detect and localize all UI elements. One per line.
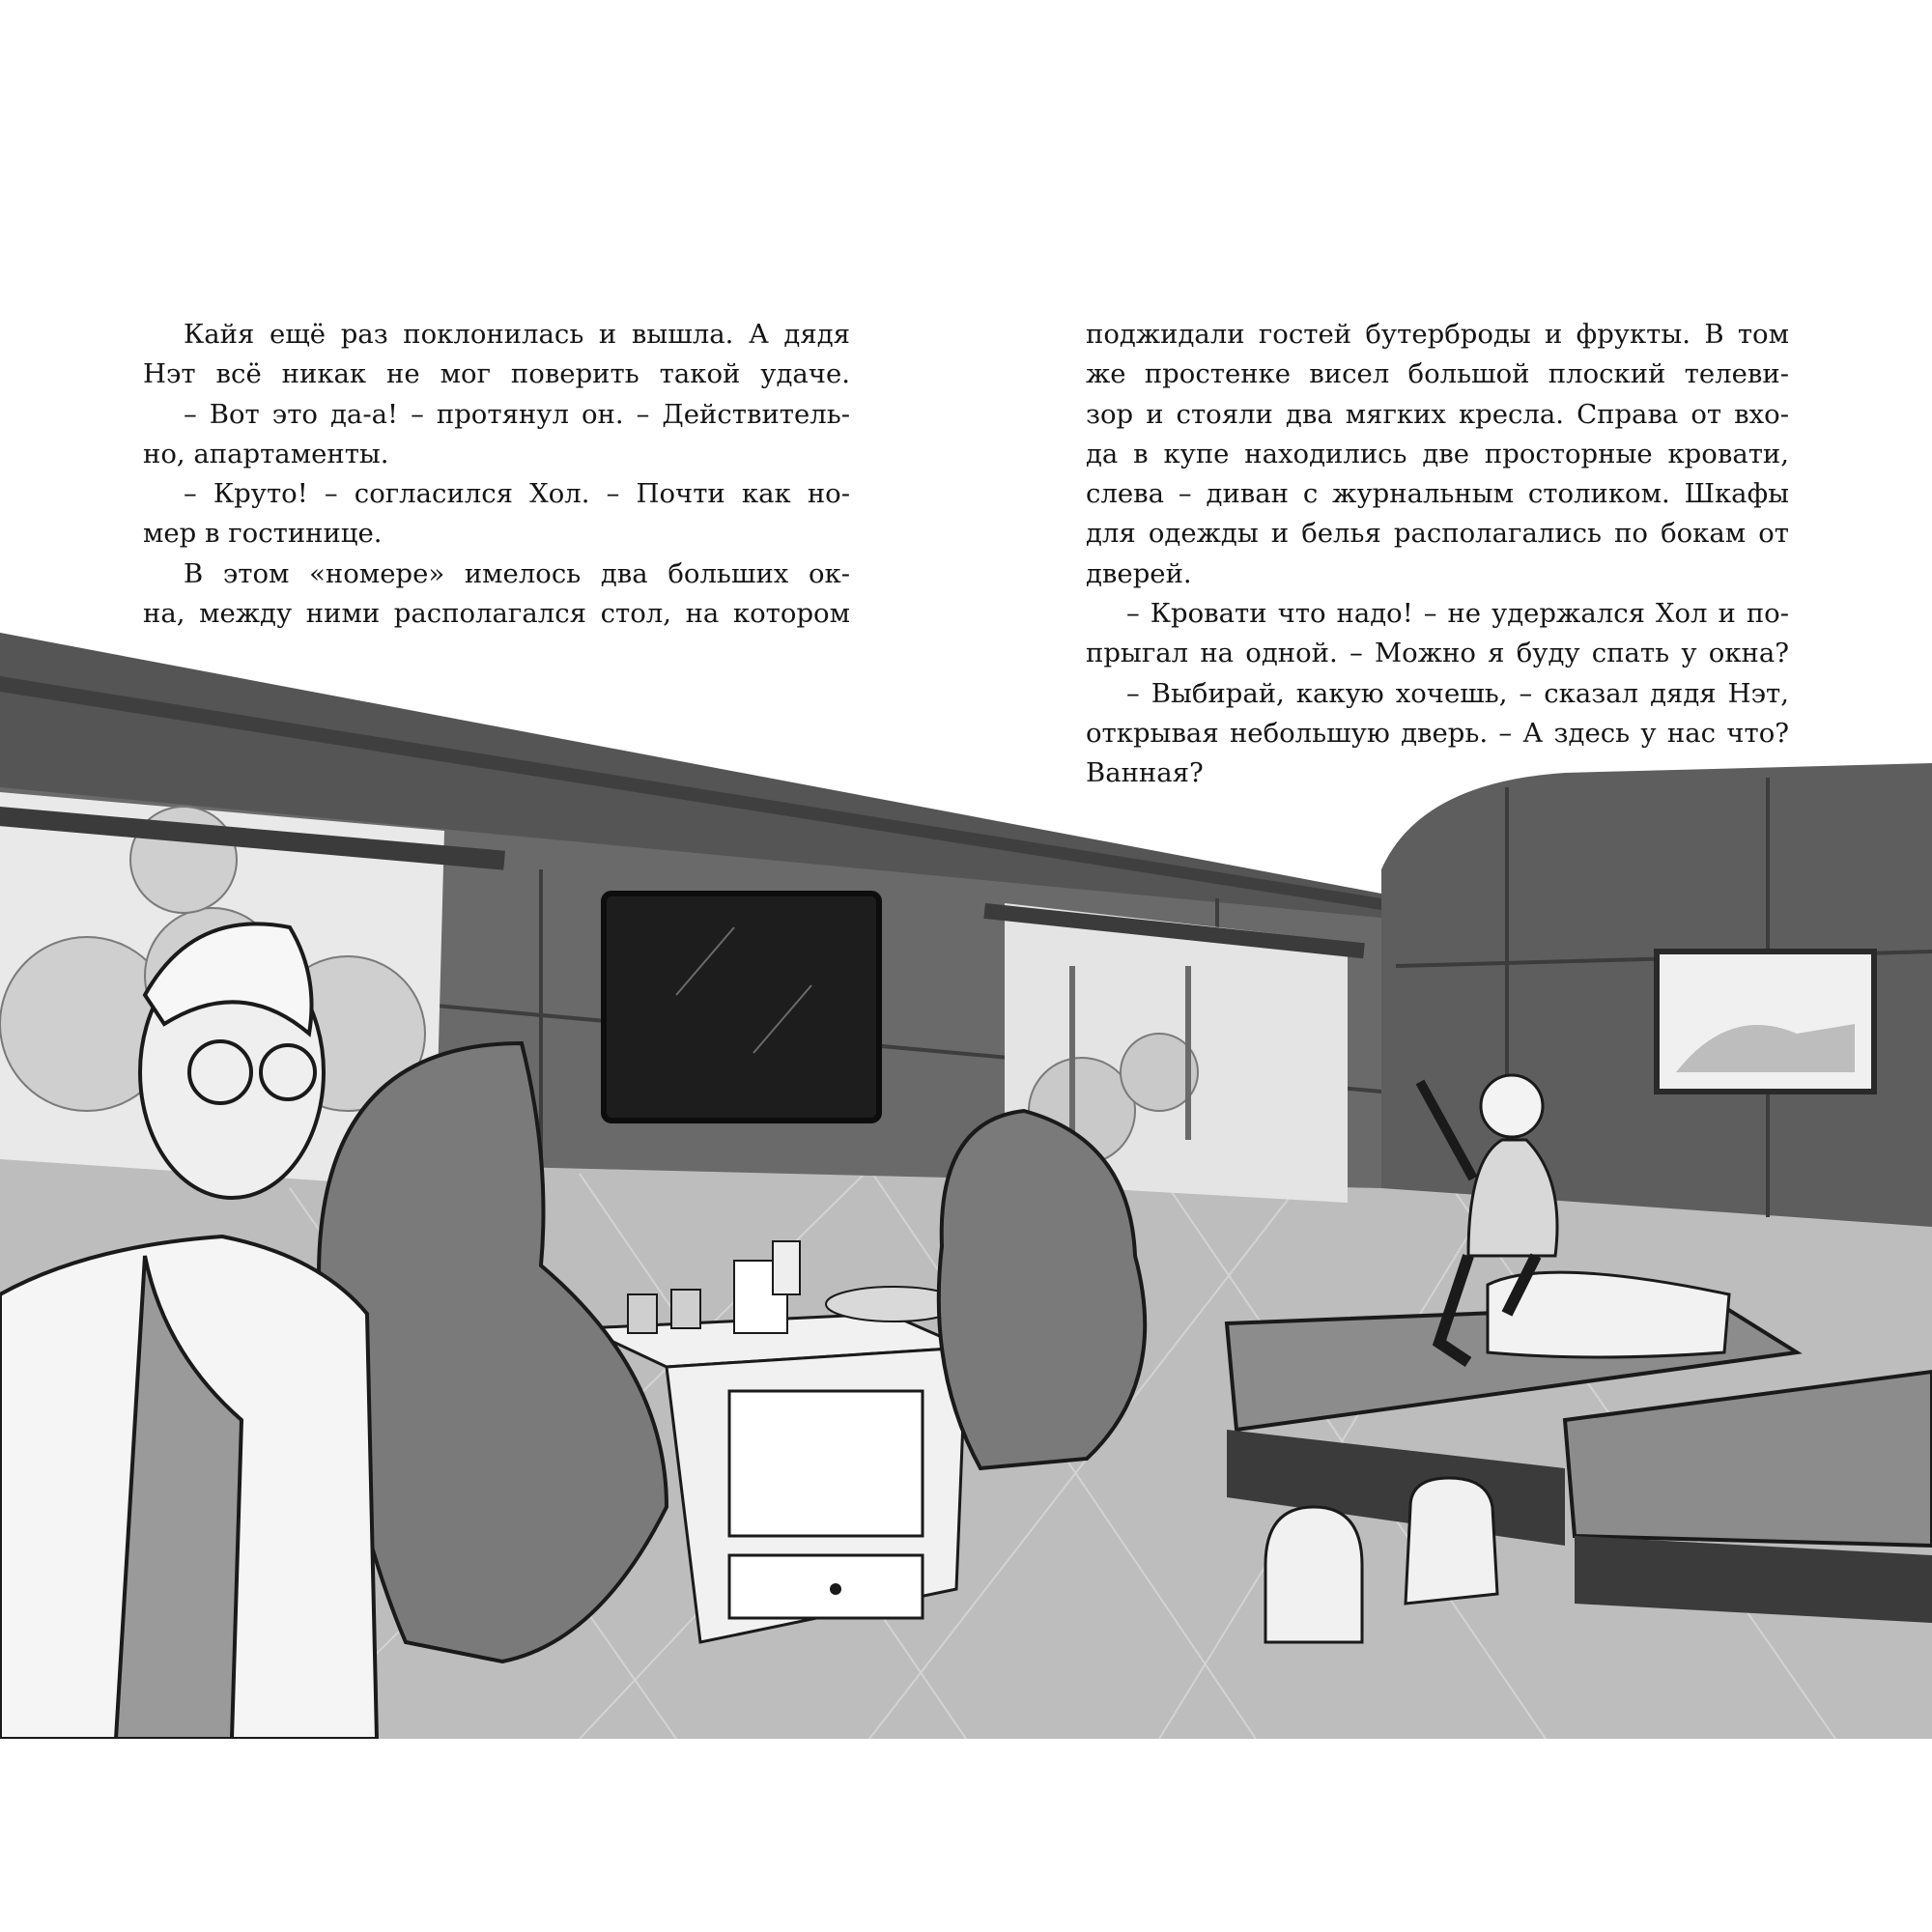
flower-vase [773,1241,800,1294]
glass [628,1294,657,1333]
train-compartment-illustration [0,618,1932,1739]
handbag [1265,1507,1362,1642]
glass [671,1290,700,1328]
text-line: открывая небольшую дверь. – А здесь у нас что? [1086,717,1789,749]
text-line: на, между ними располагался стол, на котором [143,598,850,630]
text-line: прыгал на одной. – Можно я буду спать у окна? [1086,638,1789,669]
text-line: же простенке висел большой плоский телеви- [1086,358,1789,390]
text-line: поджидали гостей бутерброды и фрукты. В том [1086,319,1789,350]
backpack [1406,1478,1497,1604]
text-line: для одежды и белья располагались по бокам от [1086,518,1789,550]
television [604,894,879,1121]
text-line: но, апартаменты. [143,438,389,469]
text-line: – Кровати что надо! – не удержался Хол и по- [1126,598,1789,630]
left-text-column [143,315,850,634]
cabinet-door [729,1391,923,1536]
text-line: Ванная? [1086,757,1204,789]
text-line: – Вот это да-а! – протянул он. – Действитель- [184,398,850,430]
text-line: да в купе находились две просторные кровати, [1086,438,1789,469]
text-line: – Выбирай, какую хочешь, – сказал дядя Нэт, [1126,677,1789,709]
cabinet-drawer [729,1555,923,1618]
text-line: В этом «номере» имелось два больших ок- [184,557,850,589]
drawer-knob [830,1583,841,1595]
text-line: Нэт всё никак не мог поверить такой удаче. [143,358,850,390]
text-line: дверей. [1086,557,1192,589]
text-line: слева – диван с журнальным столиком. Шкафы [1086,478,1789,510]
text-line: мер в гостинице. [143,518,383,550]
text-line: Кайя ещё раз поклонилась и вышла. А дядя [184,319,850,350]
text-line: зор и стояли два мягких кресла. Справа от вхо- [1086,398,1789,430]
text-line: – Круто! – согласился Хол. – Почти как но- [184,478,850,510]
